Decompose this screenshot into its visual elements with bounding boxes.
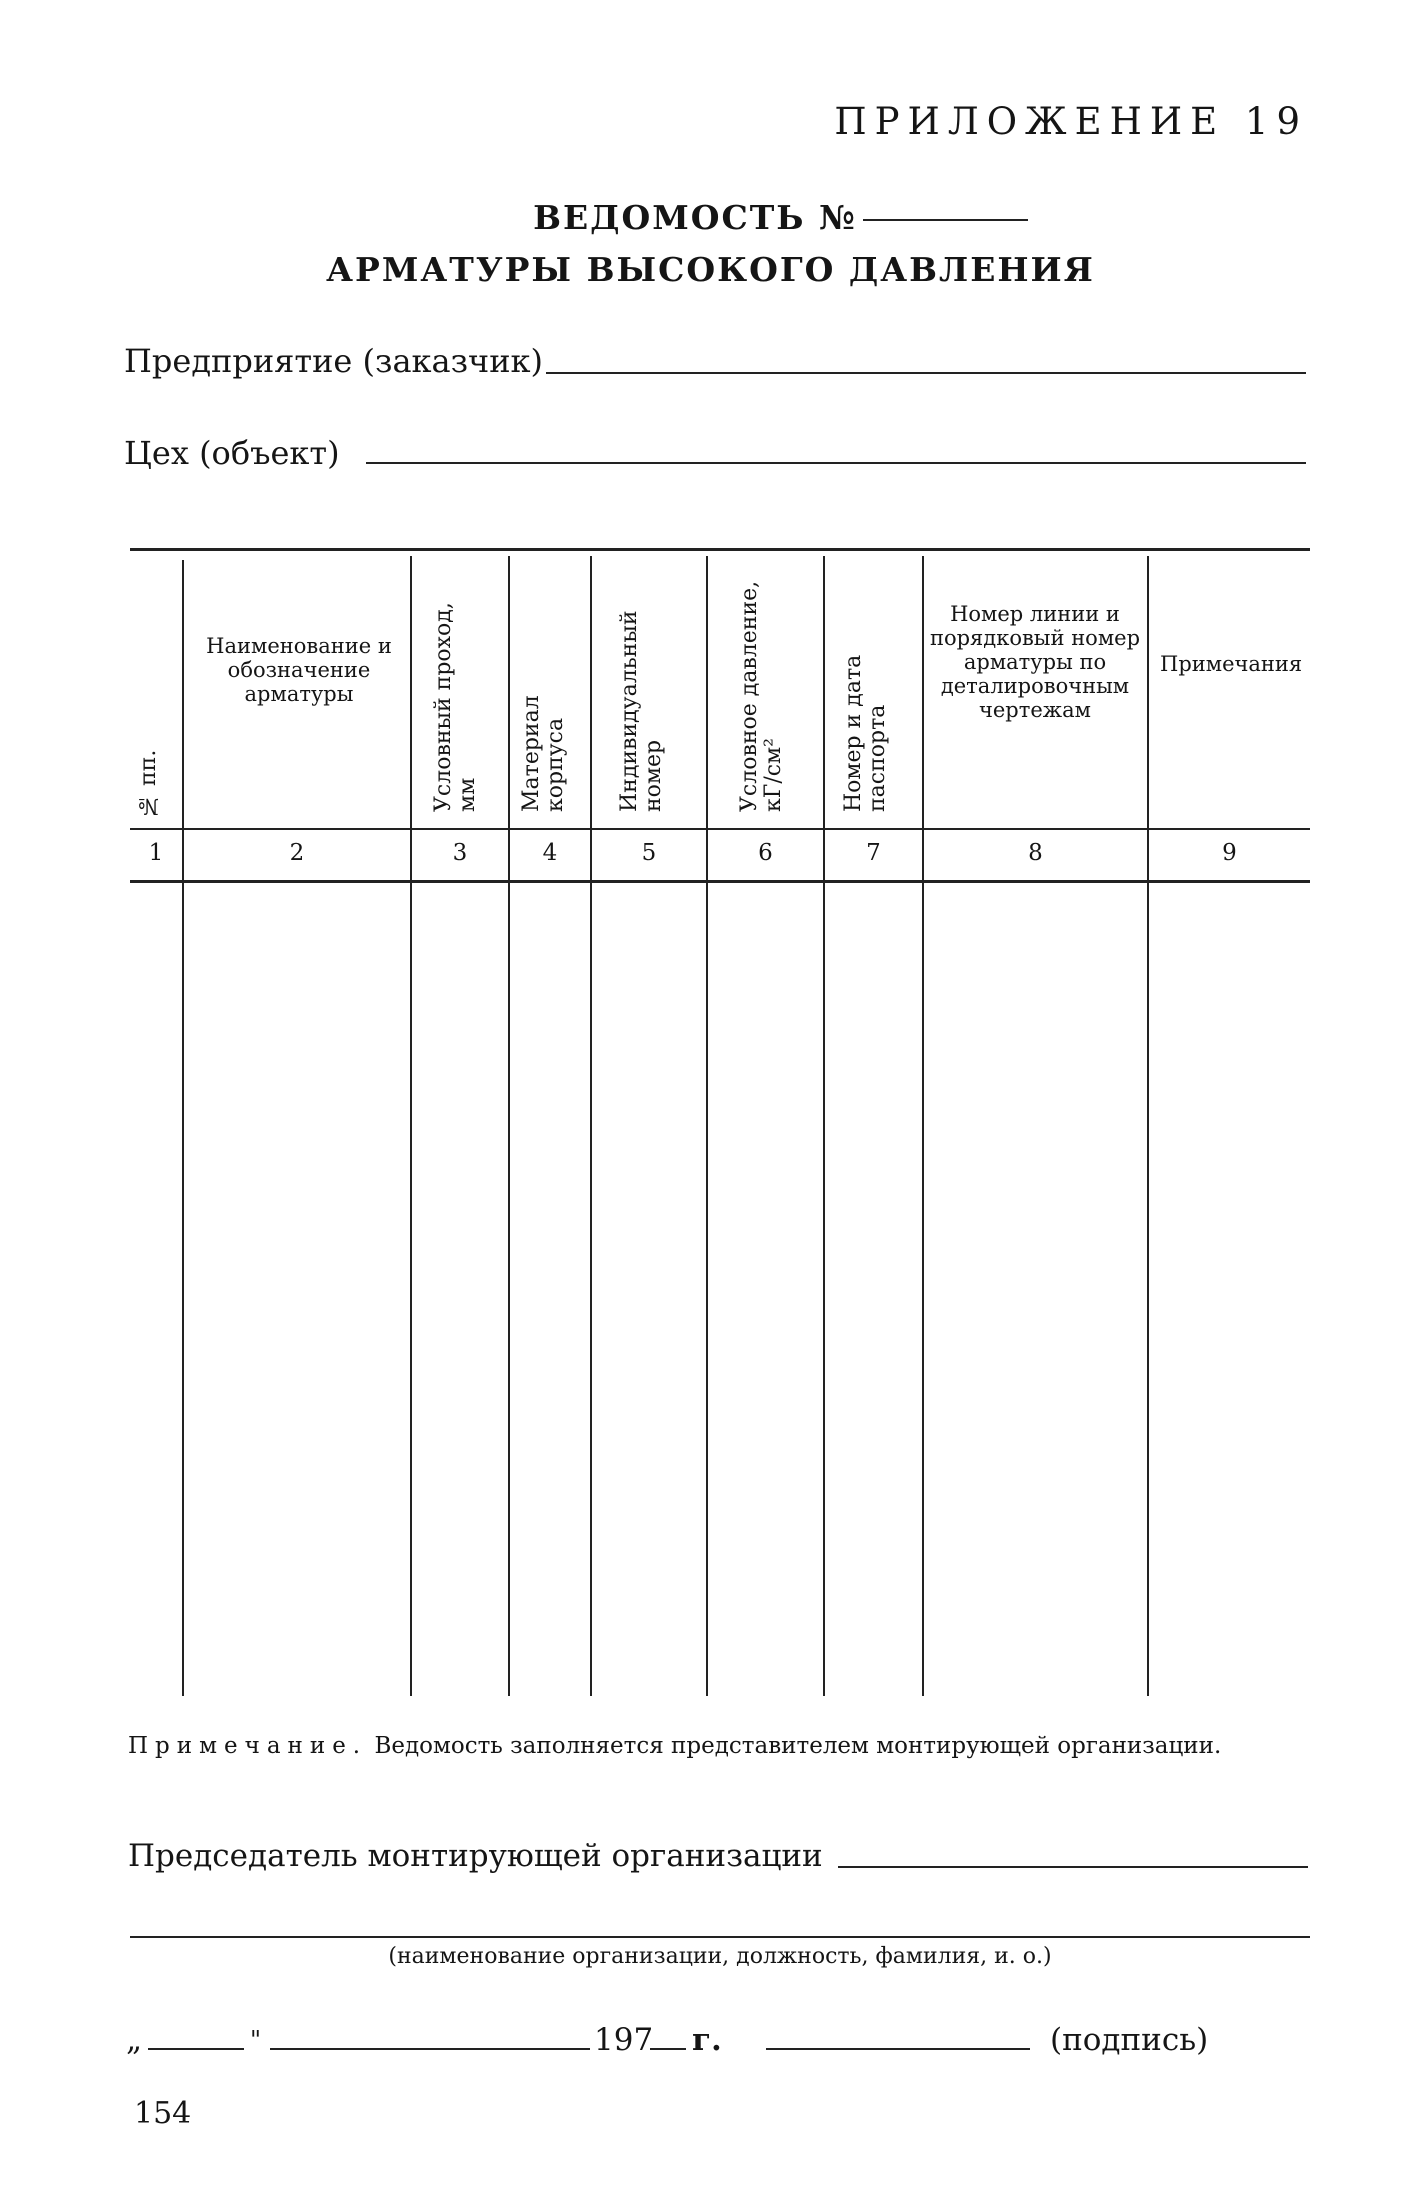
note-label: Примечание.: [128, 1733, 368, 1759]
col-number: 7: [866, 840, 881, 866]
page-number: 154: [134, 2096, 192, 2131]
col-header-notes: Примечания: [1160, 652, 1303, 676]
note-text: Ведомость заполняется представителем монтирующей организации.: [374, 1733, 1222, 1759]
enterprise-field[interactable]: [546, 372, 1306, 374]
col-number: 1: [148, 840, 164, 866]
day-field[interactable]: [148, 2048, 244, 2050]
document-number-blank[interactable]: [863, 219, 1028, 221]
quote-open: „: [126, 2022, 143, 2058]
chairman-field[interactable]: [838, 1866, 1308, 1868]
table-top-rule: [130, 548, 1310, 551]
col-header-body-material: Материал корпуса: [519, 695, 568, 812]
col-header-nominal-bore: Условный проход, мм: [431, 602, 480, 812]
col-header-number: № пп.: [136, 749, 161, 818]
quote-close: ": [250, 2026, 262, 2054]
col-header-individual-number: Индивидуальный номер: [617, 610, 666, 812]
workshop-field[interactable]: [366, 462, 1306, 464]
chairman-label: Председатель монтирующей организации: [128, 1838, 823, 1874]
col-number: 9: [1222, 840, 1237, 866]
workshop-label-text: Цех (объект): [124, 434, 340, 472]
col-number: 6: [758, 840, 773, 866]
note: [128, 1732, 1308, 1760]
month-field[interactable]: [270, 2048, 590, 2050]
col-number: 3: [452, 840, 468, 866]
header-bottom-rule: [130, 828, 1310, 830]
appendix-label: ПРИЛОЖЕНИЕ 19: [834, 100, 1308, 143]
numbers-bottom-rule: [130, 880, 1310, 883]
col-header-nominal-pressure: Условное давление, кГ/см²: [737, 580, 786, 812]
col-number: 8: [1028, 840, 1043, 866]
table-body-blank[interactable]: [130, 884, 1310, 1696]
col-header-passport: Номер и дата паспорта: [841, 654, 890, 812]
enterprise-label: [124, 342, 543, 380]
organization-caption: (наименование организации, должность, фамилия, и. о.): [388, 1944, 1052, 1969]
document-subtitle: АРМАТУРЫ ВЫСОКОГО ДАВЛЕНИЯ: [326, 250, 1095, 289]
col-header-line-number: Номер линии и порядковый номер арматуры по деталировочным чертежам: [929, 602, 1141, 722]
signature-label: (подпись): [1050, 2022, 1209, 2058]
col-number: 2: [289, 840, 305, 866]
year-suffix: г.: [692, 2022, 722, 2058]
organization-field[interactable]: [130, 1936, 1310, 1938]
col-number: 4: [542, 840, 558, 866]
col-number: 5: [641, 840, 657, 866]
document-title: [70, 198, 1421, 237]
year-field[interactable]: [650, 2048, 686, 2050]
year-prefix: 197: [594, 2022, 654, 2058]
col-header-name: Наименование и обозначение арматуры: [206, 634, 392, 706]
workshop-label: [124, 434, 340, 472]
enterprise-label-text: Предприятие (заказчик): [124, 342, 544, 380]
document-title-text: ВЕДОМОСТЬ №: [533, 198, 857, 237]
signature-field[interactable]: [766, 2048, 1030, 2050]
